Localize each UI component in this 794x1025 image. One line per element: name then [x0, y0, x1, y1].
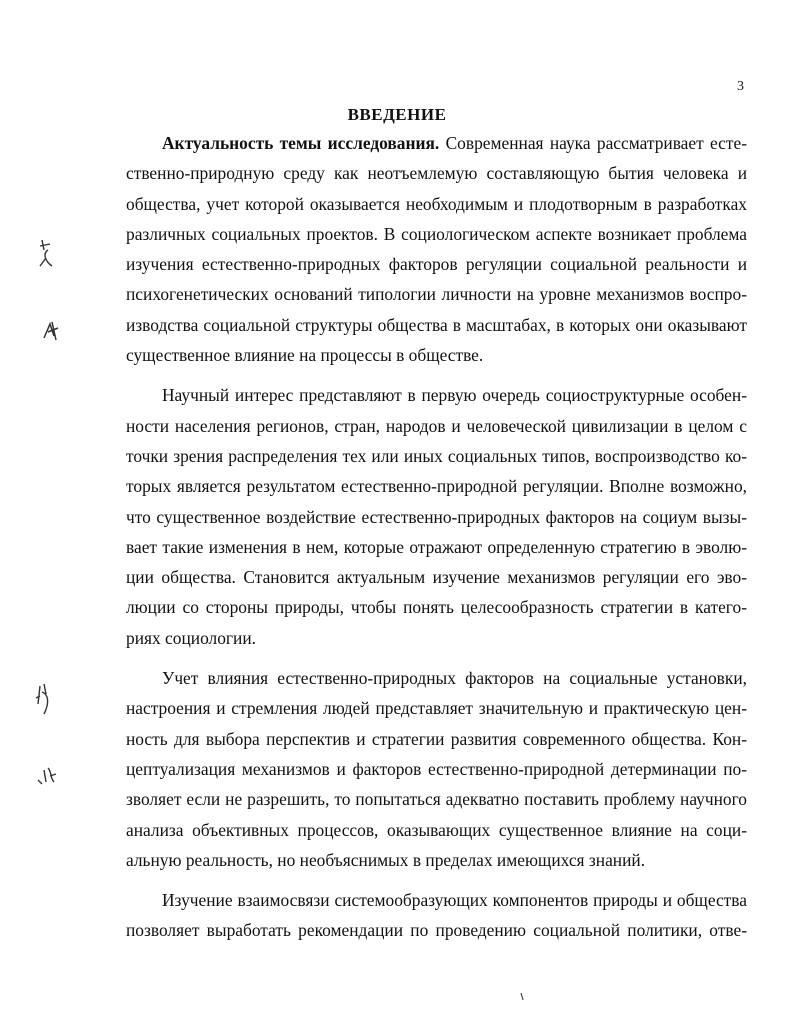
scan-speck: [518, 992, 526, 1002]
text-line: различных социальных проектов. В социологическом аспекте возникает проблема: [126, 223, 747, 244]
paragraph-interrelation: [126, 885, 747, 946]
text-line: Изучение взаимосвязи системообразующих компонентов природы и общества: [162, 890, 747, 911]
text-line: точки зрения распределения тех или иных социальных типов, воспроизводство ко-: [126, 445, 747, 466]
text-line: настроения и стремления людей представляет значительную и практическую цен-: [126, 698, 747, 719]
text-line: общества, учет которой оказывается необходимым и плодотворным в разработках: [126, 193, 747, 214]
text-line: ности населения регионов, стран, народов и человеческой цивилизации в целом с: [126, 415, 747, 436]
text-line: ственно-природную среду как неотъемлемую составляющую бытия человека и: [126, 163, 747, 184]
text-line: ции общества. Становится актуальным изучение механизмов регуляции его эво-: [126, 567, 747, 588]
text-line: изводства социальной структуры общества в масштабах, в которых они оказывают: [126, 314, 747, 335]
paragraph-relevance: [126, 128, 747, 370]
text-line: ность для выбора перспектив и стратегии развития современного общества. Кон-: [126, 728, 747, 749]
paragraph-practical-value: [126, 663, 747, 875]
text-line: торых является результатом естественно-природной регуляции. Вполне возможно,: [126, 476, 747, 497]
text-line: зволяет если не разрешить, то попытаться адекватно поставить проблему научного: [126, 789, 747, 810]
page-number: 3: [737, 79, 744, 94]
text-line: существенное влияние на процессы в обществе.: [126, 345, 484, 366]
margin-mark-1: [36, 236, 58, 272]
text-line: изучения естественно-природных факторов регуляции социальной реальности и: [126, 254, 747, 275]
text-line: альную реальность, но необъяснимых в пределах имеющихся знаний.: [126, 849, 646, 870]
text-line: [126, 128, 747, 158]
text-line: позволяет выработать рекомендации по проведению социальной политики, отве-: [126, 920, 747, 941]
text-run: Современная наука рассматривает есте-: [439, 133, 747, 153]
text-line: что существенное воздействие естественно-природных факторов на социум вызы-: [126, 506, 747, 527]
paragraph-scientific-interest: [126, 380, 747, 653]
text-line: анализа объективных процессов, оказывающих существенное влияние на соци-: [126, 819, 747, 840]
page-title: ВВЕДЕНИЕ: [347, 105, 447, 124]
text-line: люции со стороны природы, чтобы понять целесообразность стратегии в катего-: [126, 597, 747, 618]
margin-mark-4: [34, 762, 60, 792]
text-line: Учет влияния естественно-природных факторов на социальные установки,: [162, 668, 747, 689]
text-line: вает такие изменения в нем, которые отражают определенную стратегию в эволю-: [126, 536, 747, 557]
text-line: психогенетических оснований типологии личности на уровне механизмов воспро-: [126, 284, 747, 305]
body-text: [126, 128, 747, 956]
margin-mark-3: [32, 680, 56, 720]
text-line: Научный интерес представляют в первую очередь социоструктурные особен-: [162, 385, 747, 406]
text-line: риях социологии.: [126, 627, 257, 648]
margin-mark-2: [40, 318, 62, 344]
text-line: цептуализация механизмов и факторов естественно-природной детерминации по-: [126, 758, 747, 779]
paragraph-bold-lead: Актуальность темы исследования.: [162, 133, 440, 153]
